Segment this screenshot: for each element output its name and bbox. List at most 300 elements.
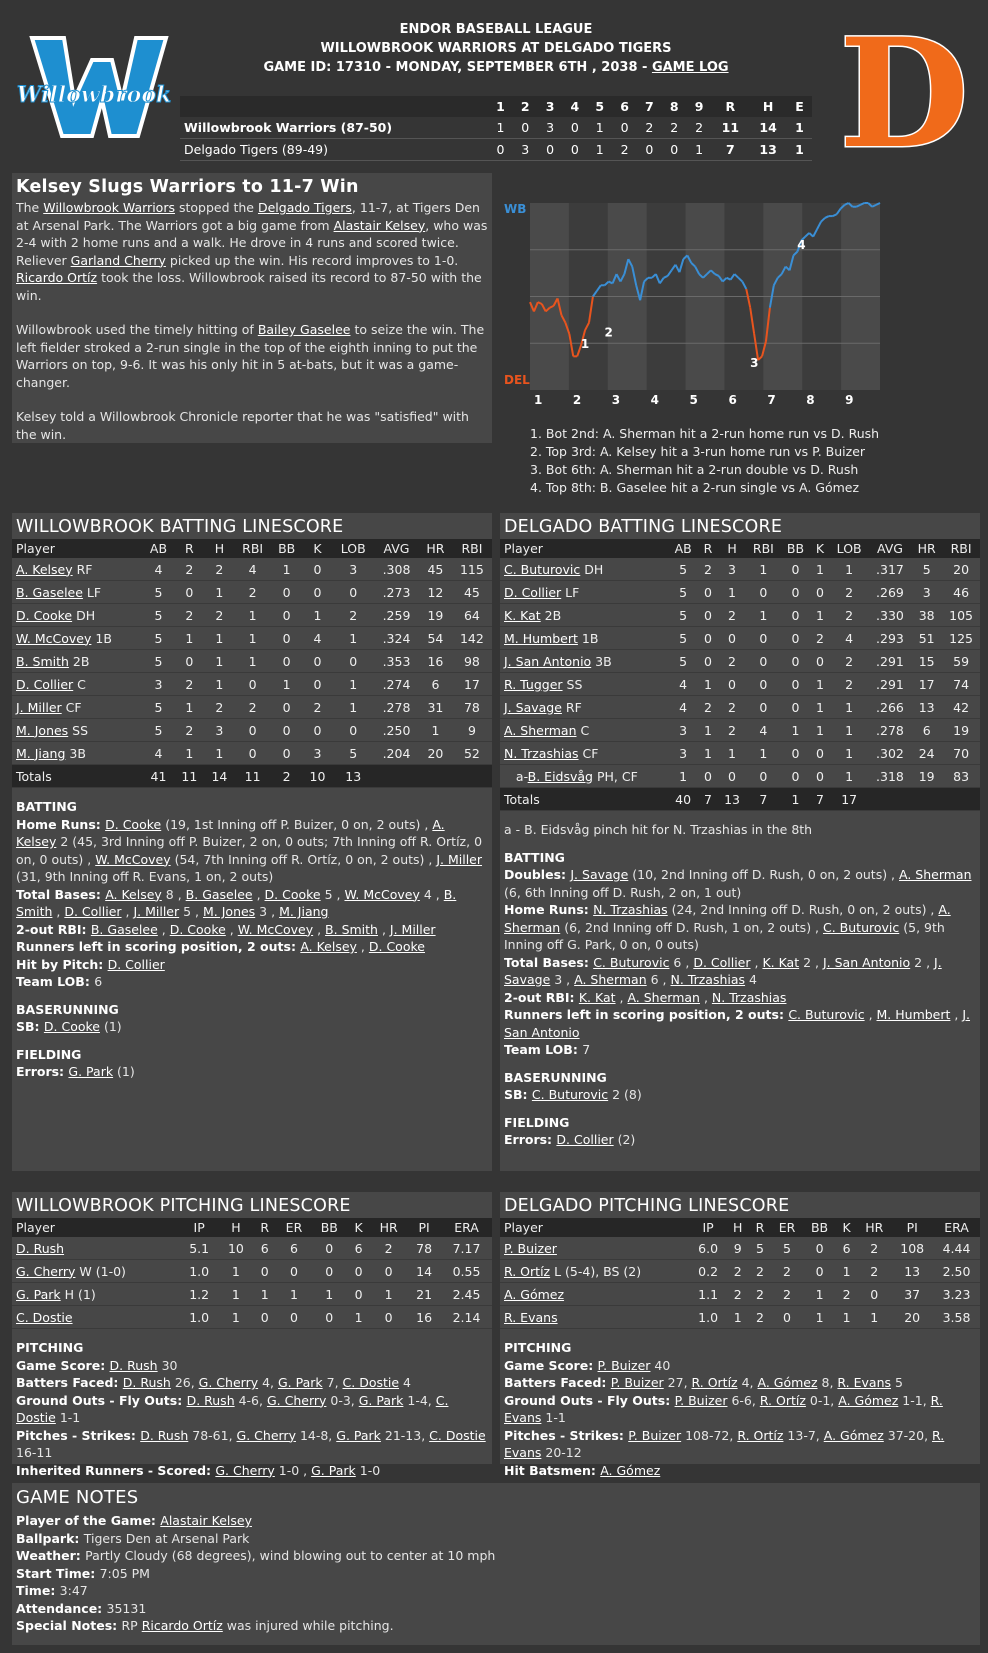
player-link[interactable]: A. Kelsey	[16, 816, 445, 849]
player-cell	[12, 581, 143, 604]
stat-cell: 1	[174, 742, 204, 765]
player-link[interactable]: C. Buturovic	[504, 561, 581, 577]
player-link[interactable]: G. Cherry	[16, 1263, 76, 1279]
stat-label: Weather:	[16, 1548, 86, 1563]
stat-cell: 0	[810, 742, 829, 765]
player-link[interactable]: C. Dostie	[16, 1392, 449, 1425]
player-link[interactable]: C. Buturovic	[788, 1007, 865, 1022]
column-header: AVG	[869, 539, 912, 558]
player-link[interactable]: Delgado Tigers	[257, 200, 352, 215]
column-header: H	[204, 539, 234, 558]
column-header: IP	[179, 1218, 219, 1237]
player-link[interactable]: G. Park	[336, 1427, 381, 1443]
text-run: ,	[615, 989, 628, 1005]
column-header: Player	[500, 1218, 690, 1237]
section-heading: PITCHING	[504, 1340, 572, 1355]
wb-pitching-table	[12, 1218, 492, 1329]
inning-score: 0	[546, 142, 555, 157]
table-row	[12, 742, 492, 765]
game-header	[180, 20, 812, 77]
player-link[interactable]: P. Buizer	[504, 1240, 557, 1256]
player-link[interactable]: D. Rush	[16, 1240, 65, 1256]
player-link[interactable]: J. San Antonio	[504, 1007, 971, 1040]
player-link[interactable]: J. Savage	[504, 699, 562, 715]
player-link[interactable]: M. Humbert	[876, 1007, 951, 1022]
note-line	[16, 1357, 488, 1375]
note-line	[16, 1512, 976, 1530]
text-run: (6, 6th Inning off D. Rush, 2 on, 1 out)	[504, 884, 742, 900]
text-run: 4,	[258, 1375, 278, 1390]
player-link[interactable]: A. Gómez	[823, 1427, 884, 1443]
stat-cell: 1	[810, 696, 829, 719]
table-row	[12, 696, 492, 719]
player-link[interactable]: C. Buturovic	[823, 919, 900, 935]
stat-cell: 6	[419, 673, 452, 696]
game-id-date: GAME ID: 17310 - MONDAY, SEPTEMBER 6TH , 2038 -	[263, 60, 652, 75]
text-run: 5	[891, 1375, 903, 1390]
stat-cell: 1	[219, 1283, 253, 1306]
note-line	[504, 1427, 976, 1462]
player-cell	[500, 673, 668, 696]
stat-label: Total Bases:	[504, 954, 594, 970]
player-position: DH	[580, 561, 604, 577]
text-run: ,	[377, 921, 390, 937]
player-link[interactable]: G. Park	[68, 1064, 114, 1079]
text-run: , 11-7, at Tigers Den at Arsenal Park. The Warriors got a big game from	[16, 200, 480, 233]
player-link[interactable]: C. Dostie	[342, 1375, 400, 1390]
note-line	[16, 816, 488, 886]
player-link[interactable]: G. Cherry	[215, 1462, 275, 1478]
stat-cell: 54	[419, 627, 452, 650]
column-header: LOB	[830, 539, 869, 558]
player-link[interactable]: J. Miller	[436, 851, 483, 867]
section-heading: BATTING	[16, 799, 77, 814]
stat-cell: 0	[174, 581, 204, 604]
inning-score: 0	[670, 142, 679, 157]
player-link[interactable]: A. Kelsey	[105, 886, 162, 902]
player-link[interactable]: R. Evans	[504, 1392, 943, 1425]
column-header: R	[174, 539, 204, 558]
stat-cell: 1	[830, 558, 869, 581]
player-link[interactable]: G. Park	[311, 1462, 356, 1478]
linescore-header	[180, 96, 812, 117]
logo-letter: D	[838, 6, 970, 182]
stat-cell	[374, 765, 419, 788]
table-row	[500, 1260, 980, 1283]
stat-cell: 3	[718, 558, 746, 581]
player-link[interactable]: D. Cooke	[264, 886, 321, 902]
player-cell	[12, 1260, 179, 1283]
player-link[interactable]: Willowbrook Warriors	[43, 200, 175, 215]
totals-label: Totals	[12, 765, 143, 788]
x-tick-label: 1	[534, 393, 543, 407]
stat-label: Errors:	[504, 1132, 557, 1147]
player-link[interactable]: D. Collier	[556, 1132, 614, 1147]
player-link[interactable]: Ricardo Ortíz	[141, 1618, 223, 1633]
player-link[interactable]: J. Miller	[16, 699, 62, 715]
player-link[interactable]: N. Trzashias	[504, 745, 579, 761]
stat-cell: 0	[333, 581, 374, 604]
inning-header: 4	[570, 99, 580, 114]
player-link[interactable]: D. Collier	[64, 904, 122, 919]
player-link[interactable]: B. Gaselee	[16, 584, 83, 600]
inning-score: 0	[521, 120, 530, 135]
inning-score: 0	[570, 120, 579, 135]
player-link[interactable]: C. Dostie	[429, 1427, 486, 1443]
column-header: BB	[781, 539, 811, 558]
recap-paragraph	[16, 321, 488, 391]
team-col-header	[180, 96, 488, 117]
text-run: 6-6,	[727, 1392, 760, 1408]
player-link[interactable]: G. Park	[358, 1392, 404, 1408]
inning-header: 1	[496, 99, 505, 114]
stat-cell: 6.0	[690, 1237, 726, 1260]
note-line	[504, 1006, 976, 1041]
stat-cell: 1	[204, 581, 234, 604]
section-heading: PITCHING	[16, 1340, 84, 1355]
player-link[interactable]: N. Trzashias	[593, 902, 668, 917]
column-header: H	[219, 1218, 253, 1237]
column-header: PI	[891, 1218, 933, 1237]
stat-cell: 0	[718, 673, 746, 696]
text-run: 40	[650, 1357, 671, 1373]
player-link[interactable]: G. Park	[277, 1375, 323, 1390]
stat-cell: 1	[836, 1260, 857, 1283]
player-link[interactable]: M. Jones	[203, 904, 256, 919]
player-link[interactable]: M. Jones	[16, 722, 69, 738]
player-link[interactable]: Ricardo Ortíz	[16, 270, 98, 285]
player-link[interactable]: K. Kat	[762, 954, 800, 970]
player-link[interactable]: P. Buizer	[674, 1392, 728, 1408]
stat-cell: 2.50	[933, 1260, 980, 1283]
player-link[interactable]: D. Rush	[140, 1427, 189, 1443]
stat-cell: 2	[370, 1237, 407, 1260]
stat-cell: 0	[277, 1306, 312, 1329]
column-header: AB	[143, 539, 175, 558]
column-header: BB	[271, 539, 303, 558]
stat-cell: .278	[374, 696, 419, 719]
player-position: RF	[561, 699, 582, 715]
stat-cell: 4	[143, 742, 175, 765]
note-line	[16, 1547, 976, 1565]
delgado-logo	[838, 6, 970, 182]
event-description: 4. Top 8th: B. Gaselee hit a 2-run single vs A. Gómez	[530, 480, 860, 495]
stat-cell: 0	[234, 673, 270, 696]
player-link[interactable]: D. Collier	[504, 584, 562, 600]
stat-cell: 0.2	[690, 1260, 726, 1283]
column-header: AVG	[374, 539, 419, 558]
player-link[interactable]: K. Kat	[504, 607, 541, 623]
column-header: BB	[803, 1218, 836, 1237]
player-link[interactable]: Garland Cherry	[70, 252, 166, 268]
stat-cell: 0	[271, 581, 303, 604]
player-link[interactable]: R. Ortíz	[759, 1392, 806, 1408]
del-pitching-notes	[500, 1329, 980, 1485]
stat-cell: 45	[419, 558, 452, 581]
stat-cell: 3	[668, 742, 698, 765]
player-cell	[500, 1306, 690, 1329]
player-link[interactable]: G. Cherry	[266, 1392, 327, 1408]
player-link[interactable]: A. Sherman	[504, 722, 577, 738]
table-row	[500, 650, 980, 673]
text-run: ,	[52, 904, 65, 919]
inning-score: 11	[721, 120, 740, 135]
text-run: 3:47	[59, 1583, 88, 1598]
player-link[interactable]: R. Ortíz	[691, 1375, 738, 1390]
player-link[interactable]: P. Buizer	[597, 1357, 651, 1373]
player-link[interactable]: J. Savage	[504, 954, 942, 987]
stat-cell: 5	[143, 696, 175, 719]
stat-label: Total Bases:	[16, 886, 106, 902]
stat-cell: 4.44	[933, 1237, 980, 1260]
column-header: ERA	[933, 1218, 980, 1237]
text-run: 26,	[170, 1375, 199, 1390]
player-link[interactable]: A. Kelsey	[300, 939, 357, 954]
stat-cell: 2	[857, 1237, 891, 1260]
stat-label: Runners left in scoring position, 2 outs:	[504, 1007, 789, 1022]
player-link[interactable]: D. Cooke	[43, 1019, 100, 1034]
column-header: RBI	[746, 539, 780, 558]
note-line	[16, 1565, 976, 1583]
player-link[interactable]: D. Cooke	[105, 816, 162, 832]
player-link[interactable]: R. Ortíz	[737, 1427, 784, 1443]
player-link[interactable]: G. Cherry	[236, 1427, 296, 1443]
player-link[interactable]: D. Collier	[107, 956, 165, 972]
stat-cell: 1	[810, 604, 829, 627]
player-link[interactable]: N. Trzashias	[670, 972, 746, 987]
stat-cell: 1	[746, 742, 780, 765]
stat-cell: 2	[771, 1260, 803, 1283]
text-run: 0-1,	[805, 1392, 839, 1408]
player-cell	[500, 627, 668, 650]
stat-cell: 1.0	[179, 1260, 219, 1283]
stat-cell: 1	[718, 742, 746, 765]
section-heading: BASERUNNING	[16, 1001, 119, 1017]
player-link[interactable]: J. San Antonio	[504, 653, 592, 669]
wb-batting-table	[12, 539, 492, 788]
player-link[interactable]: R. Evans	[504, 1427, 945, 1460]
stat-cell: 1	[830, 696, 869, 719]
stat-cell: 1	[836, 1306, 857, 1329]
player-link[interactable]: B. Smith	[16, 653, 69, 669]
player-link[interactable]: D. Rush	[122, 1375, 171, 1390]
stat-label: Batters Faced:	[504, 1375, 611, 1390]
text-run: 4-6,	[234, 1392, 267, 1408]
player-link[interactable]: B. Smith	[325, 921, 378, 937]
text-run: stopped the	[174, 200, 258, 215]
text-run: 4 ,	[419, 886, 444, 902]
game-log-link[interactable]: GAME LOG	[651, 60, 729, 75]
player-link[interactable]: A. Gómez	[757, 1375, 818, 1390]
player-link[interactable]: D. Rush	[186, 1392, 235, 1408]
text-run: Kelsey told a Willowbrook Chronicle reporter that he was "satisfied" with the win.	[16, 409, 469, 442]
stat-cell: 0	[746, 765, 780, 788]
text-run: (19, 1st Inning off P. Buizer, 0 on, 2 outs) ,	[161, 816, 433, 832]
stat-cell: 2	[174, 604, 204, 627]
player-link[interactable]: D. Cooke	[16, 607, 73, 623]
stat-cell: .330	[869, 604, 912, 627]
text-run: 3 ,	[550, 972, 575, 987]
stat-cell: 1	[333, 673, 374, 696]
player-cell	[500, 581, 668, 604]
note-line	[16, 1018, 488, 1036]
stat-cell: 0	[271, 604, 303, 627]
stat-label: 2-out RBI:	[504, 989, 579, 1005]
player-link[interactable]: W. McCovey	[344, 886, 420, 902]
player-link[interactable]: M. Jiang	[279, 904, 329, 919]
column-header: R	[253, 1218, 277, 1237]
stat-cell: 7.17	[441, 1237, 492, 1260]
stat-cell: 20	[891, 1306, 933, 1329]
player-link[interactable]: A. Gómez	[504, 1286, 565, 1302]
text-run: (6, 2nd Inning off D. Rush, 1 on, 2 outs) ,	[560, 919, 823, 935]
player-link[interactable]: W. McCovey	[237, 921, 314, 937]
player-link[interactable]: C. Dostie	[16, 1309, 73, 1325]
note-line	[504, 1392, 976, 1427]
player-link[interactable]: J. Miller	[389, 921, 436, 937]
player-position: SS	[68, 722, 89, 738]
player-link[interactable]: A. Sherman	[627, 989, 700, 1005]
player-link[interactable]: R. Ortíz	[504, 1263, 551, 1279]
stat-cell: 1	[718, 581, 746, 604]
x-tick-label: 4	[650, 393, 660, 407]
bottom-team-label: DEL	[504, 373, 530, 387]
stat-cell: 1	[271, 673, 303, 696]
player-link[interactable]: P. Buizer	[610, 1375, 664, 1390]
stat-label: Batters Faced:	[16, 1375, 123, 1390]
column-header: H	[726, 1218, 749, 1237]
note-line	[16, 1374, 488, 1392]
player-link[interactable]: A. Gómez	[600, 1462, 661, 1478]
player-link[interactable]: Alastair Kelsey	[160, 1513, 252, 1528]
player-link[interactable]: J. Miller	[133, 904, 180, 919]
text-run: was injured while pitching.	[222, 1618, 394, 1633]
player-position: LF	[561, 584, 580, 600]
stat-cell: 2	[771, 1283, 803, 1306]
player-link[interactable]: R. Tugger	[504, 676, 563, 692]
stat-cell: 2	[718, 719, 746, 742]
stat-cell: 3	[302, 742, 332, 765]
note-line	[16, 973, 488, 991]
table-row	[12, 1283, 492, 1306]
stat-cell: 70	[942, 742, 980, 765]
player-link[interactable]: M. Jiang	[16, 745, 66, 761]
panel-title: WILLOWBROOK PITCHING LINESCORE	[16, 1196, 351, 1216]
del-batting-panel	[500, 513, 980, 1171]
stat-cell: 3	[143, 673, 175, 696]
stat-cell: 4	[234, 558, 270, 581]
inning-header: 5	[595, 99, 605, 114]
player-link[interactable]: N. Trzashias	[711, 989, 787, 1005]
stat-cell: 0	[311, 1237, 347, 1260]
player-link[interactable]: B. Gaselee	[90, 921, 158, 937]
player-link[interactable]: J. San Antonio	[822, 954, 911, 970]
player-link[interactable]: C. Buturovic	[531, 1087, 609, 1102]
player-link[interactable]: B. Gaselee	[185, 886, 253, 902]
stat-cell: 0	[271, 696, 303, 719]
stat-cell: 2.45	[441, 1283, 492, 1306]
stat-cell: 2	[204, 604, 234, 627]
text-run: ,	[121, 904, 134, 919]
player-link[interactable]: K. Kat	[578, 989, 616, 1005]
stat-cell: 4	[830, 627, 869, 650]
player-link[interactable]: A. Gómez	[838, 1392, 899, 1408]
player-link[interactable]: G. Park	[16, 1286, 61, 1302]
player-link[interactable]: M. Humbert	[504, 630, 578, 646]
player-cell	[500, 765, 668, 788]
player-link[interactable]: D. Rush	[109, 1357, 158, 1373]
player-link[interactable]: D. Cooke	[169, 921, 226, 937]
player-link[interactable]: D. Collier	[16, 676, 74, 692]
text-run: 3 ,	[255, 904, 280, 919]
note-line	[16, 1392, 488, 1427]
stat-label: Player of the Game:	[16, 1513, 161, 1528]
player-link[interactable]: A. Sherman	[504, 902, 951, 935]
player-link[interactable]: J. Savage	[570, 867, 629, 882]
stat-cell	[942, 788, 980, 811]
stat-cell: 1	[174, 627, 204, 650]
column-header: ERA	[441, 1218, 492, 1237]
stat-cell: 2	[836, 1283, 857, 1306]
player-link[interactable]: W. McCovey	[16, 630, 92, 646]
del-pitching-table	[500, 1218, 980, 1329]
player-link[interactable]: Alastair Kelsey	[333, 217, 426, 233]
stat-cell: 5	[668, 650, 698, 673]
player-link[interactable]: W. McCovey	[95, 851, 171, 867]
stat-label: Pitches - Strikes:	[504, 1427, 629, 1443]
column-header: AB	[668, 539, 698, 558]
inning-score: 2	[670, 120, 679, 135]
stat-cell: 2	[234, 581, 270, 604]
player-cell	[12, 604, 143, 627]
player-link[interactable]: D. Collier	[693, 954, 751, 970]
chart-events	[530, 425, 879, 497]
stat-label: 2-out RBI:	[16, 921, 91, 937]
player-link[interactable]: G. Cherry	[198, 1375, 259, 1390]
player-link[interactable]: D. Cooke	[368, 939, 425, 954]
stat-cell: 2	[749, 1283, 771, 1306]
player-link[interactable]: Bailey Gaselee	[257, 322, 351, 337]
text-run: Tigers Den at Arsenal Park	[83, 1530, 250, 1546]
player-link[interactable]: B. Eidsvåg	[527, 768, 593, 784]
column-header: HR	[911, 539, 942, 558]
stat-cell: 105	[942, 604, 980, 627]
text-run: 7	[582, 1042, 591, 1057]
wb-pitching-panel	[12, 1192, 492, 1478]
stat-label: Pitches - Strikes:	[16, 1427, 141, 1443]
stat-cell: 5	[143, 627, 175, 650]
player-link[interactable]: C. Buturovic	[593, 954, 670, 970]
player-link[interactable]: A. Sherman	[574, 972, 647, 987]
stat-cell: 0	[302, 581, 332, 604]
stat-cell: 1	[830, 742, 869, 765]
stat-cell: 40	[668, 788, 698, 811]
player-link[interactable]: B. Smith	[16, 886, 457, 919]
event-description: 3. Bot 6th: A. Sherman hit a 2-run double vs D. Rush	[530, 462, 859, 477]
player-link[interactable]: R. Evans	[837, 1375, 891, 1390]
inning-header: 7	[645, 99, 654, 114]
player-link[interactable]: P. Buizer	[628, 1427, 682, 1443]
player-link[interactable]: A. Sherman	[899, 867, 972, 882]
note-line	[504, 1086, 976, 1104]
linescore-row	[180, 139, 812, 161]
stat-cell: .317	[869, 558, 912, 581]
text-run: 6 ,	[669, 954, 694, 970]
player-link[interactable]: A. Kelsey	[16, 561, 73, 577]
player-link[interactable]: R. Evans	[504, 1309, 558, 1325]
player-cell	[500, 604, 668, 627]
stat-label: Time:	[16, 1583, 60, 1598]
